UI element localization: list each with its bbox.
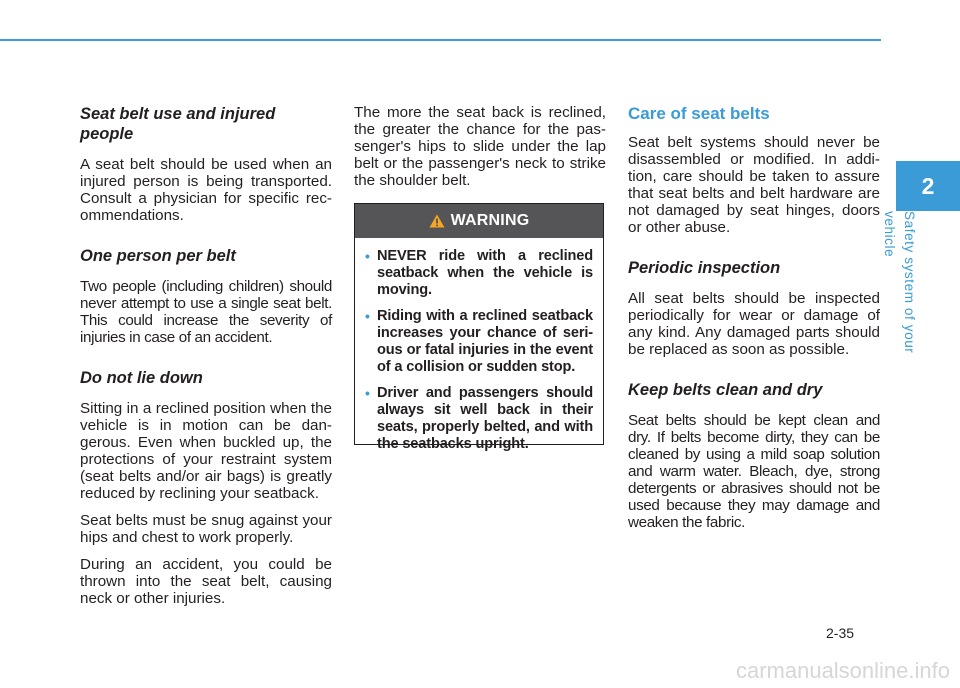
- paragraph-accident: During an accident, you could be thrown into the seat belt, causing neck or other injuries.: [80, 556, 332, 607]
- heading-care-of-seat-belts: Care of seat belts: [628, 104, 770, 123]
- paragraph-injured: A seat belt should be used when an injured person is being transported. Consult a physician for specific rec-ommendations.: [80, 156, 332, 224]
- paragraph-seat-back: The more the seat back is reclined, the greater the chance for the pas-senger's hips to slide under the lap belt or the passenger's neck to strike the shoulder belt.: [354, 104, 606, 189]
- warning-item: • Riding with a reclined seatback increases your chance of seri-ous or fatal injuries in the event of a collision or sudden stop.: [367, 308, 593, 376]
- heading-keep-belts-clean: Keep belts clean and dry: [628, 381, 823, 399]
- watermark: carmanualsonline.info: [735, 658, 950, 683]
- left-column: [80, 104, 332, 617]
- warning-list: [355, 238, 603, 453]
- chapter-title: Safety system of your vehicle: [882, 211, 917, 354]
- top-rule: [0, 39, 881, 41]
- warning-item: • Driver and passengers should always sit well back in their seats, properly belted, and with the seatbacks upright.: [367, 385, 593, 453]
- heading-do-not-lie-down: Do not lie down: [80, 369, 203, 387]
- paragraph-periodic-inspection: All seat belts should be inspected periodically for wear or damage of any kind. Any damaged parts should be replaced as soon as possible.: [628, 290, 880, 358]
- paragraph-care-intro: Seat belt systems should never be disassembled or modified. In addi-tion, care should be taken to assure that seat belts and belt hardware are not damaged by seat hinges, doors or other abuse.: [628, 134, 880, 236]
- warning-triangle-icon: [429, 214, 445, 228]
- paragraph-reclined: Sitting in a reclined position when the vehicle is in motion can be dan-gerous. Even when buckled up, the protections of your restraint system (seat belts and/or air bags) is greatly reduced by reclining your seatback.: [80, 400, 332, 502]
- paragraph-one-person: Two people (including children) should never attempt to use a single seat belt. This could increase the severity of injuries in case of an accident.: [80, 278, 332, 346]
- heading-periodic-inspection: Periodic inspection: [628, 259, 781, 277]
- warning-box: [354, 203, 604, 452]
- paragraph-snug: Seat belts must be snug against your hips and chest to work properly.: [80, 512, 332, 546]
- page-number: 2-35: [826, 625, 855, 641]
- warning-header: [355, 204, 603, 238]
- chapter-tab: 2: [896, 161, 960, 211]
- heading-seat-belt-injured: Seat belt use and injured people: [80, 105, 276, 143]
- heading-one-person: One person per belt: [80, 247, 236, 265]
- warning-title: WARNING: [450, 212, 530, 229]
- right-column: [628, 104, 880, 541]
- middle-column: [354, 104, 606, 199]
- paragraph-keep-belts-clean: Seat belts should be kept clean and dry. If belts become dirty, they can be cleaned by using a mild soap solution and warm water. Bleach, dye, strong detergents or abrasives should not be used because they may damage and weaken the fabric.: [628, 412, 880, 531]
- warning-item: • NEVER ride with a reclined seatback when the vehicle is moving.: [367, 248, 593, 299]
